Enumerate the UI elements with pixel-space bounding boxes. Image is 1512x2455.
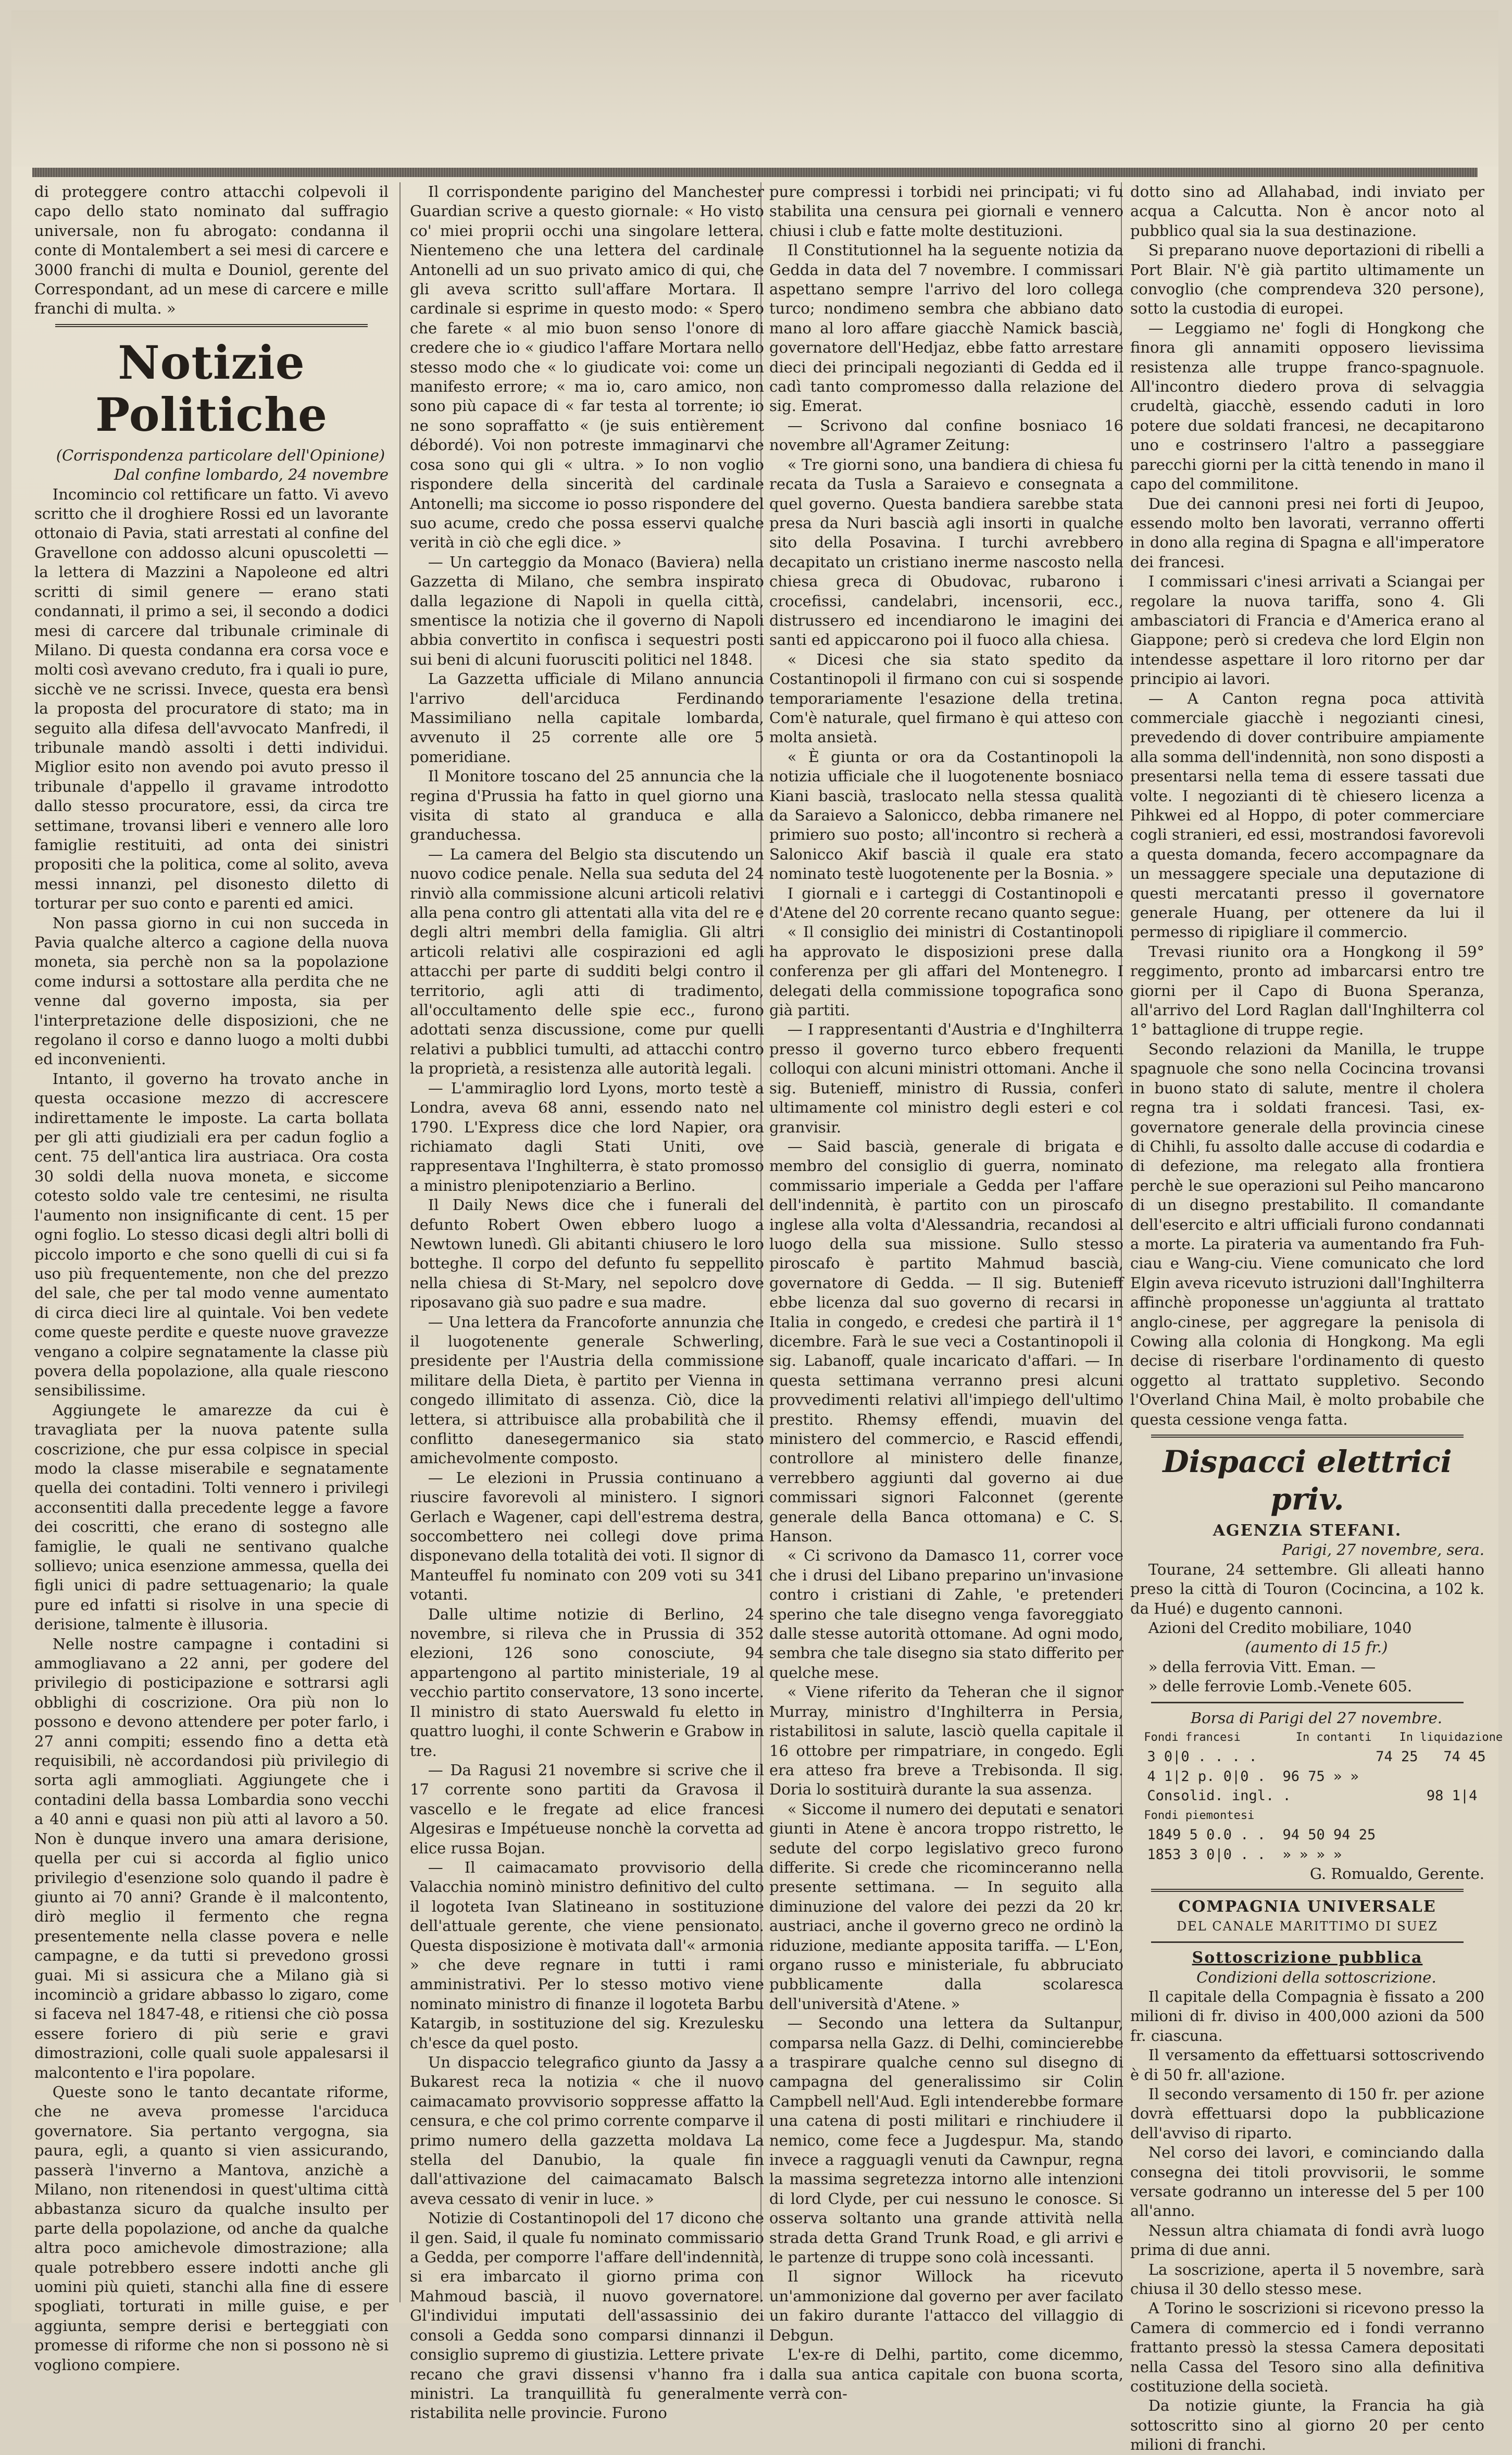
- article-paragraph: Si preparano nuove deportazioni di ribelli a Port Blair. N'è già partito ultimamente un convoglio (che comprendeva 320 persone), sotto la custodia di europei.: [1130, 241, 1484, 318]
- article-paragraph: I giornali e i carteggi di Costantinopoli e d'Atene del 20 corrente recano quanto segue:: [769, 884, 1123, 922]
- article-paragraph: Queste sono le tanto decantate riforme, che ne aveva promesse l'arciduca governatore. Sia pertanto vergogna, sia paura, egli, a quanto si vien assicurando, passerà l'inverno a Mantova, anzichè a Milano, non ritenendosi in quest'ultima città abbastanza sicuro da qualche insulto per parte della popolazione, od anche da qualche altra poco amichevole dimostrazione; alla quale potrebbero essere indotti anche gli uomini più quieti, stanchi alla fine di essere spogliati, torturati in mille guise, e per aggiunta, sempre derisi e berteggiati con promesse di riforme che non si possono nè si vogliono compiere.: [34, 2083, 389, 2374]
- section-rule: [55, 324, 368, 327]
- article-paragraph: La Gazzetta ufficiale di Milano annuncia l'arrivo dell'arciduca Ferdinando Massimiliano nella capitale lombarda, avvenuto il 25 corrente alle ore 5 pomeridiane.: [410, 670, 764, 766]
- article-paragraph: Un dispaccio telegrafico giunto da Jassy a Bukarest reca la notizia « che il nuovo caimacamato provvisorio soppresse affatto la censura, e che col primo corrente comparve il primo numero della gazzetta moldava La stella del Danubio, la quale fin dall'attivazione del caimacamato Balsch aveva cessato di venir in luce. »: [410, 2053, 764, 2208]
- article-paragraph: « Dicesi che sia stato spedito da Costantinopoli il firmano con cui si sospende temporariamente l'esazione della tretina. Com'è naturale, quel firmano è qui atteso con molta ansietà.: [769, 650, 1123, 746]
- article-paragraph: « Il consiglio dei ministri di Costantinopoli ha approvato le disposizioni prese dalla conferenza per gli affari del Montenegro. I delegati della commissione topografica sono già partiti.: [769, 923, 1123, 1019]
- correspondence-subhead: (Corrispondenza particolare dell'Opinione): [56, 446, 385, 464]
- bourse-row: 4 1|2 p. 0|0 . 96 75 » »: [1147, 1768, 1359, 1785]
- article-paragraph: — Secondo una lettera da Sultanpur, comparsa nella Gazz. di Delhi, comincierebbe a traspirare qualche cenno sul disegno di campagna del generalissimo sir Colin Campbell nell'Aud. Egli intenderebbe formare una catena di posti militari e rinchiudere il nemico, come fece a Jugdespur. Ma, stando invece a ragguagli venuti da Cawnpur, regna la massima segretezza intorno alle intenzioni di lord Clyde, per cui nessuno le conosce. Si osserva soltanto una grande attività nella strada detta Grand Trunk Road, e gli arrivi e le partenze di truppe sono colà incessanti.: [769, 2014, 1123, 2266]
- article-paragraph: Aggiungete le amarezze da cui è travagliata per la nuova patente sulla coscrizione, che pur essa colpisce in special modo la classe miserabile e segnatamente quella dei contadini. Tolti vennero i privilegi acconsentiti dalla precedente legge a favore dei coscritti, che erano di sostegno alle famiglie, le quali ne sentivano qualche sollievo; unica esenzione ammessa, quella dei figli unici di padre settuagenario; la quale pure ed infatti si risolve in una specie di derisione, talmente è illusoria.: [34, 1401, 389, 1634]
- article-paragraph: — Le elezioni in Prussia continuano a riuscire favorevoli al ministero. I signori Gerlach e Wagener, capi dell'estrema destra, soccombettero nei collegi dove prima disponevano della totalità dei voti. Il signor di Manteuffel fu nominato con 209 voti su 341 votanti.: [410, 1468, 764, 1604]
- article-paragraph: Il Daily News dice che i funerali del defunto Robert Owen ebbero luogo a Newtown lunedì. Gli abitanti chiusero le loro botteghe. Il corpo del defunto fu seppellito nella chiesa di St-Mary, nel sepolcro dove riposavano già suo padre e sua madre.: [410, 1196, 764, 1312]
- article-paragraph: « Tre giorni sono, una bandiera di chiesa fu recata da Tusla a Saraievo e consegnata a quel governo. Questa bandiera sarebbe stata presa da Nuri bascià agli insorti in qualche sito della Posavina. I turchi avrebbero decapitato un cristiano inerme nascosto nella chiesa greca di Obudovac, rubarono i crocefissi, candelabri, incensorii, ecc., distrussero ed incendiarono le imagini dei santi ed appiccarono poi il fuoco alla chiesa.: [769, 455, 1123, 649]
- dispatch-dateline: Parigi, 27 novembre, sera.: [1282, 1541, 1484, 1559]
- divider: [1151, 1941, 1464, 1943]
- newspaper-page: [11, 10, 1503, 2454]
- company-paragraph: Il versamento da effettuarsi sottoscrivendo è di 50 fr. all'azione.: [1130, 2046, 1484, 2084]
- column-2: [410, 182, 764, 2422]
- article-paragraph: L'ex-re di Delhi, partito, come dicemmo, dalla sua antica capitale con buona scorta, verrà con-: [769, 2346, 1123, 2402]
- bourse-header: Fondi francesi In contanti In liquidazione: [1144, 1731, 1503, 1744]
- section-rule: [1151, 1435, 1464, 1438]
- article-paragraph: « Viene riferito da Teheran che il signor Murray, ministro d'Inghilterra in Persia, ristabilitosi in salute, lasciò quella capitale il 16 ottobre per rimpatriare, in congedo. Egli era atteso fra breve a Trebisonda. Il sig. Doria lo sostituirà durante la sua assenza.: [769, 1683, 1123, 1799]
- dispatch-title: Dispacci elettrici priv.: [1163, 1444, 1452, 1517]
- column-4: [1130, 182, 1503, 2454]
- article-paragraph: « Siccome il numero dei deputati e senatori giunti in Atene è ancora troppo ristretto, le sedute del corpo legislativo greco furono differite. Si crede che ricominceranno nella presente settimana. — In seguito alla diminuzione del valore dei pezzi da 20 kr. austriaci, anche il governo greco ne ordinò la riduzione, mediante apposita tariffa. — L'Eon, organo russo e ministeriale, fu abbruciato pubblicamente dalla scolaresca dell'università d'Atene. »: [769, 1800, 1123, 2013]
- bourse-row: Consolid. ingl. . 98 1|4: [1147, 1788, 1478, 1804]
- bleed-through-masthead: [11, 10, 1498, 167]
- company-paragraph: Nel corso dei lavori, e cominciando dalla consegna dei titoli provvisorii, le somme versate godranno un interesse del 5 per 100 all'anno.: [1130, 2144, 1484, 2220]
- article-paragraph: — Da Ragusi 21 novembre si scrive che il 17 corrente sono partiti da Gravosa il vascello e le fregate ad elice francesi Algesiras e Impétueuse nonchè la corvetta ad elice russa Bojan.: [410, 1761, 764, 1857]
- agency-label: AGENZIA STEFANI.: [1213, 1522, 1402, 1540]
- column-divider: [399, 182, 401, 2302]
- article-paragraph: I commissari c'inesi arrivati a Sciangai per regolare la nuova tariffa, sono 4. Gli ambasciatori di Francia e d'America erano al Giappone; però si credeva che lord Elgin non intendesse aspettare il loro ritorno per dar principio ai lavori.: [1130, 572, 1484, 688]
- article-paragraph: — Un carteggio da Monaco (Baviera) nella Gazzetta di Milano, che sembra inspirato dalla legazione di Napoli in quella città, smentisce la notizia che il governo di Napoli abbia convertito in confisca i sequestri posti sui beni di alcuni fuorusciti politici nel 1848.: [410, 553, 764, 668]
- article-paragraph: — Said bascià, generale di brigata e membro del consiglio di guerra, nominato commissario imperiale a Gedda per l'affare dell'indennità, è partito con un piroscafo inglese alla volta d'Alessandria, recandosi al luogo della sua missione. Sullo stesso piroscafo è partito Mahmud bascià, governatore di Gedda. — Il sig. Butenieff ebbe licenza dal suo governo di recarsi in Italia in congedo, e credesi che partirà il 1° dicembre. Farà le sue veci a Costantinopoli il sig. Labanoff, quale incaricato d'affari. — In questa settimana verranno presi alcuni provvedimenti relativi all'impiego dell'ultimo prestito. Rhemsy effendi, muavin del ministero del commercio, e Rascid effendi, controllore al ministero delle finanze, verrebbero aggiunti dal governo ai due commissari signori Falconnet (gerente generale della Banca ottomana) e C. S. Hanson.: [769, 1137, 1123, 1546]
- top-rule: [32, 168, 1478, 177]
- article-paragraph: Nelle nostre campagne i contadini si ammogliavano a 22 anni, per godere del privilegio di posticipazione e sottrarsi agli obblighi di coscrizione. Ora più non lo possono e devono attendere per poter farlo, i 27 anni compiti; essendo fino a detta età requisibili, nè accordandosi più privilegio di sorta agli ammogliati. Aggiungete che i contadini della bassa Lombardia sono vecchi a 40 anni e quasi non più atti al lavoro a 50. Non è dunque invero una amara derisione, quella per cui si accorda al figlio unico privilegio d'esenzione solo quando il padre è giunto ai 70 anni? Grande è il malcontento, dirò meglio il fermento che regna presentemente nella classe povera e nelle campagne, e da tutti si prevedono grossi guai. Mi si assicura che a Milano già si incominciò a gridare abbasso lo zigaro, come si faceva nel 1847-48, e ritiensi che ciò possa essere foriero di più serie e gravi dimostrazioni, colle quali suole appalesarsi il malcontento e l'ira popolare.: [34, 1635, 389, 2082]
- article-paragraph: Dalle ultime notizie di Berlino, 24 novembre, si rileva che in Prussia di 352 elezioni, 126 sono conosciute, 94 appartengono al partito ministeriale, 19 al vecchio partito conservatore, 13 sono incerte. Il ministro di stato Auerswald fu eletto in quattro luoghi, il conte Schwerin e Grabow in tre.: [410, 1605, 764, 1760]
- gerente-signature: G. Romualdo, Gerente.: [1309, 1864, 1484, 1883]
- divider: [1151, 1702, 1464, 1703]
- article-paragraph: Incomincio col rettificare un fatto. Vi avevo scritto che il droghiere Rossi ed un lavorante ottonaio di Pavia, stati arrestati al confine del Gravellone con addosso alcuni opuscoletti — la lettera di Mazzini a Napoleone ed altri scritti di simil genere — erano stati condannati, il primo a sei, il secondo a dodici mesi di carcere dal tribunale criminale di Milano. Di questa condanna era corsa voce e molti così avevano creduto, fra i quali io pure, sicchè ve ne scrissi. Invece, questa era bensì la proposta del procuratore di stato; ma in seguito alla difesa dell'avvocato Manfredi, il tribunale mandò assolti i detti individui. Miglior esito non avendo poi avuto presso il tribunale d'appello il gravame introdotto dallo stesso procuratore, essi, da circa tre settimane, trovansi liberi e vennero alle loro famiglie restituiti, ad onta dei sinistri propositi che la politica, come al solito, aveva messi innanzi, pel disonesto diletto di torturar per suo conto e parenti ed amici.: [34, 485, 389, 913]
- article-paragraph: — I rappresentanti d'Austria e d'Inghilterra presso il governo turco ebbero frequenti colloqui con alcuni ministri ottomani. Anche il sig. Butenieff, ministro di Russia, conferì ultimamente col ministro degli esteri e col granvisir.: [769, 1020, 1123, 1136]
- conditions-title: Condizioni della sottoscrizione.: [1196, 1968, 1436, 1986]
- article-paragraph: — L'ammiraglio lord Lyons, morto testè a Londra, aveva 68 anni, essendo nato nel 1790. L'Express dice che lord Napier, ora richiamato dagli Stati Uniti, ove rappresentava l'Inghilterra, è stato promosso a ministro plenipotenziario a Berlino.: [410, 1079, 764, 1194]
- article-paragraph: Notizie di Costantinopoli del 17 dicono che il gen. Said, il quale fu nominato commissario a Gedda, per comporre l'affare dell'indennità, si era imbarcato il giorno prima con Mahmoud bascià, il nuovo governatore. Gl'individui imputati dell'assassinio dei consoli a Gedda sono comparsi dinnanzi il consiglio supremo di giustizia. Lettere private recano che gravi dissensi v'hanno fra i ministri. La tranquillità fu generalmente ristabilita nelle provincie. Furono: [410, 2209, 764, 2422]
- bourse-row: 1849 5 0.0 . . 94 50 94 25: [1147, 1827, 1376, 1843]
- article-paragraph: — Leggiamo ne' fogli di Hongkong che finora gli annamiti opposero lievissima resistenza alle truppe franco-spagnuole. All'incontro diedero prova di selvaggia crudeltà, giacchè, essendo caduti in loro potere due soldati francesi, ne decapitarono uno e costrinsero l'altro a passeggiare parecchi giorni per la città tenendo in mano il capo del commilitone.: [1130, 319, 1484, 493]
- article-paragraph: Il Monitore toscano del 25 annuncia che la regina d'Prussia ha fatto in quel giorno una visita di stato al granduca e alla granduchessa.: [410, 767, 764, 844]
- article-paragraph: — La camera del Belgio sta discutendo un nuovo codice penale. Nella sua seduta del 24 rinviò alla commissione alcuni articoli relativi alla pena contro gli attentati alla vita del re e degli altri membri della famiglia. Gli altri articoli relativi alle cospirazioni ed agli attacchi per parte di sudditi belgi contro il territorio, agli atti di tradimento, all'occultamento delle spie ecc., furono adottati senza discussione, come pur quelli relativi a pubblici tumulti, ad attacchi contro la proprietà, a resistenza alle autorità legali.: [410, 845, 764, 1078]
- section-title: Notizie Politiche: [95, 335, 328, 442]
- company-subtitle: DEL CANALE MARITTIMO DI SUEZ: [1177, 1918, 1438, 1934]
- company-paragraph: La soscrizione, aperta il 5 novembre, sarà chiusa il 30 dello stesso mese.: [1130, 2260, 1484, 2298]
- article-paragraph: — Il caimacamato provvisorio della Valacchia nominò ministro definitivo del culto il logoteta Ivan Slatineano in sostituzione dell'attuale gerente, che viene pensionato. Questa disposizione è motivata dall'« armonia » che deve regnare in tutti i rami amministrativi. Per lo stesso motivo viene nominato ministro di finanze il logoteta Barbu Katargib, in sostituzione del sig. Krezulesku ch'esce da quel posto.: [410, 1858, 764, 2052]
- article-paragraph: Trevasi riunito ora a Hongkong il 59° reggimento, pronto ad imbarcarsi entro tre giorni per il Capo di Buona Speranza, all'arrivo del Lord Raglan dall'Inghilterra col 1° battaglione di truppe regie.: [1130, 942, 1484, 1039]
- column-3: [769, 182, 1123, 2402]
- company-paragraph: A Torino le soscrizioni si ricevono presso la Camera di commercio ed i fondi verranno frattanto pressò la stessa Camera depositati nella Cassa del Tesoro sino alla definitiva costituzione della società.: [1130, 2299, 1484, 2396]
- article-paragraph: pure compressi i torbidi nei principati; vi fu stabilita una censura pei giornali e vennero chiusi i club e fatte molte destituzioni.: [769, 183, 1123, 240]
- article-paragraph: Due dei cannoni presi nei forti di Jeupoo, essendo molto ben lavorati, verranno offerti in dono alla regina di Spagna e all'imperatore dei francesi.: [1130, 494, 1484, 571]
- bourse-row: 3 0|0 . . . . 74 25 74 45: [1147, 1749, 1486, 1765]
- article-paragraph: « È giunta or ora da Costantinopoli la notizia ufficiale che il luogotenente bosniaco Kiani bascià, traslocato nella stessa qualità da Saraievo a Salonicco, debba rimanere nel primiero suo posto; all'incontro si recherà a Salonicco Akif bascià il quale era stato nominato testè luogotenente per la Bosnia. »: [769, 747, 1123, 883]
- article-paragraph: — Una lettera da Francoforte annunzia che il luogotenente generale Schwerling, presidente per l'Austria della commissione militare della Dieta, è partito per Vienna in congedo illimitato di assenza. Ciò, dice la lettera, si attribuisce alla probabilità che il conflitto danesegermanico sia stato amichevolmente composto.: [410, 1313, 764, 1467]
- article-paragraph: dotto sino ad Allahabad, indi inviato per acqua a Calcutta. Non è ancor noto al pubblico qual sia la sua destinazione.: [1130, 183, 1484, 240]
- article-paragraph: Non passa giorno in cui non succeda in Pavia qualche alterco a cagione della nuova moneta, sia perchè non sa la popolazione come indursi a sottostare alla perdita che ne venne dal governo imposta, sia per l'interpretazione delle disposizioni, che ne regolano il corso e danno luogo a molti dubbi ed inconvenienti.: [34, 914, 389, 1068]
- article-paragraph: — A Canton regna poca attività commerciale giacchè i negozianti cinesi, prevedendo di dover contribuire ampiamente alla somma dell'indennità, non sono disposti a presentarsi nella tema di essere tassati due volte. I negozianti di tè chiesero licenza a Pihkwei ed al Hoppo, di poter commerciare cogli stranieri, ed essi, mostrandosi favorevoli a questa domanda, fecero accompagnare da un messaggere speciale una deputazione di questi mercatanti presso il governatore generale Huang, per ottenere da lui il permesso di ripigliare il commercio.: [1130, 689, 1484, 941]
- stock-line: Azioni del Credito mobiliare, 1040: [1148, 1619, 1412, 1637]
- dispatch-paragraph: Tourane, 24 settembre. Gli alleati hanno preso la città di Touron (Cocincina, a 102 k. da Hué) e dugento cannoni.: [1130, 1560, 1484, 1617]
- subscription-title: Sottoscrizione pubblica: [1192, 1949, 1423, 1967]
- article-paragraph: — Scrivono dal confine bosniaco 16 novembre all'Agramer Zeitung:: [769, 416, 1123, 454]
- column-1: [34, 182, 389, 2374]
- article-paragraph: di proteggere contro attacchi colpevoli il capo dello stato nominato dal suffragio universale, non fu abrogato: condanna il conte di Montalembert a sei mesi di carcere e 3000 franchi di multa e Douniol, gerente del Correspondant, ad un mese di carcere e mille franchi di multa. »: [34, 183, 389, 318]
- dateline: Dal confine lombardo, 24 novembre: [114, 466, 389, 484]
- stock-line: » della ferrovia Vitt. Eman. —: [1148, 1658, 1376, 1676]
- article-paragraph: Intanto, il governo ha trovato anche in questa occasione mezzo di accrescere indirettamente le imposte. La carta bollata per gli atti giudiziali era per cadun foglio a cent. 75 dell'antica lira austriaca. Ora costa 30 soldi della nuova moneta, e siccome cotesto soldo vale tre centesimi, ne risulta l'aumento non insignificante di cent. 15 per ogni foglio. Lo stesso dicasi degli altri bolli di piccolo importo e che sono quelli di cui si fa uso più frequentemente, non che del prezzo del sale, che per tal modo venne aumentato di circa dieci lire al quintale. Voi ben vedete come queste perdite e queste nuove gravezze vengano a colpire segnatamente la classe più povera della popolazione, alla quale riescono sensibilissime.: [34, 1069, 389, 1400]
- company-paragraph: Nessun altra chiamata di fondi avrà luogo prima di due anni.: [1130, 2221, 1484, 2259]
- article-paragraph: Il corrispondente parigino del Manchester Guardian scrive a questo giornale: « Ho visto co' miei proprii occhi una singolare lettera. Nientemeno che una lettera del cardinale Antonelli ad un suo privato amico di qui, che gli aveva scritto sull'affare Mortara. Il cardinale si esprime in questo modo: « Spero che farete « al mio buon senso l'onore di credere che io « giudico l'affare Mortara nello stesso modo che « lo giudicate voi: come un manifesto errore; « ma io, caro amico, non sono più capace di « far testa al torrente; io ne sono sopraffatto « (je suis entièrement débordé). Voi non potreste immaginarvi che cosa sono qui gli « ultra. » Io non voglio rispondere della sincerità del cardinale Antonelli; ma siccome io posso rispondere del suo acume, credo che possa esservi qualche verità in ciò che egli dice. »: [410, 183, 764, 552]
- section-rule: [1151, 1889, 1464, 1892]
- company-paragraph: Da notizie giunte, la Francia ha già sottoscritto sino al giorno 20 per cento milioni di franchi.: [1130, 2397, 1484, 2454]
- article-paragraph: Il signor Willock ha ricevuto un'ammonizione dal governo per aver facilato un fakiro durante l'attacco del villaggio di Debgun.: [769, 2267, 1123, 2344]
- company-paragraph: Il capitale della Compagnia è fissato a 200 milioni di fr. diviso in 400,000 azioni da 500 fr. ciascuna.: [1130, 1987, 1484, 2045]
- bourse-row: Fondi piemontesi: [1144, 1809, 1255, 1822]
- stock-line: » delle ferrovie Lomb.-Venete 605.: [1148, 1677, 1413, 1696]
- company-title: COMPAGNIA UNIVERSALE: [1178, 1898, 1436, 1916]
- bourse-row: 1853 3 0|0 . . » » » »: [1147, 1846, 1342, 1863]
- article-paragraph: Il Constitutionnel ha la seguente notizia da Gedda in data del 7 novembre. I commissari aspettano sempre l'arrivo del loro collega turco; nondimeno sembra che abbiano dato mano al loro affare giacchè Namick bascià, governatore dell'Hedjaz, ebbe fatto arrestare dieci dei principali negozianti di Gedda ed il cadì tanto compromesso dalla relazione del sig. Emerat.: [769, 241, 1123, 415]
- article-paragraph: Secondo relazioni da Manilla, le truppe spagnuole che sono nella Cocincina trovansi in buono stato di salute, mentre il cholera regna tra i soldati francesi. Tasi, ex-governatore generale della provincia cinese di Chihli, fu assolto dalle accuse di codardia e di defezione, ma relegato alla frontiera perchè le sue operazioni sul Peiho mancarono di un disegno prestabilito. Il comandante dell'esercito e altri ufficiali furono condannati a morte. La pirateria va aumentando fra Fuh-ciau e Wang-ciu. Viene comunicato che lord Elgin aveva ricevuto istruzioni dall'Inghilterra affinchè proponesse un'aggiunta al trattato anglo-cinese, per aggregare la penisola di Cowing alla colonia di Hongkong. Ma egli decise di riserbare l'ordinamento di questo oggetto al trattato suppletivo. Secondo l'Overland China Mail, è molto probabile che questa cessione venga fatta.: [1130, 1040, 1484, 1428]
- stock-line: (aumento di 15 fr.): [1245, 1638, 1388, 1656]
- company-paragraph: Il secondo versamento di 150 fr. per azione dovrà effettuarsi dopo la pubblicazione dell'avviso di riparto.: [1130, 2085, 1484, 2142]
- article-paragraph: « Ci scrivono da Damasco 11, correr voce che i drusi del Libano preparino un'invasione contro i cristiani di Zahle, 'e pretenderi sperino che tale disegno venga favoreggiato dalle stesse autorità ottomane. Ad ogni modo, sembra che tale disegno sia stato differito per quelche mese.: [769, 1547, 1123, 1681]
- bourse-title: Borsa di Parigi del 27 novembre.: [1190, 1709, 1442, 1727]
